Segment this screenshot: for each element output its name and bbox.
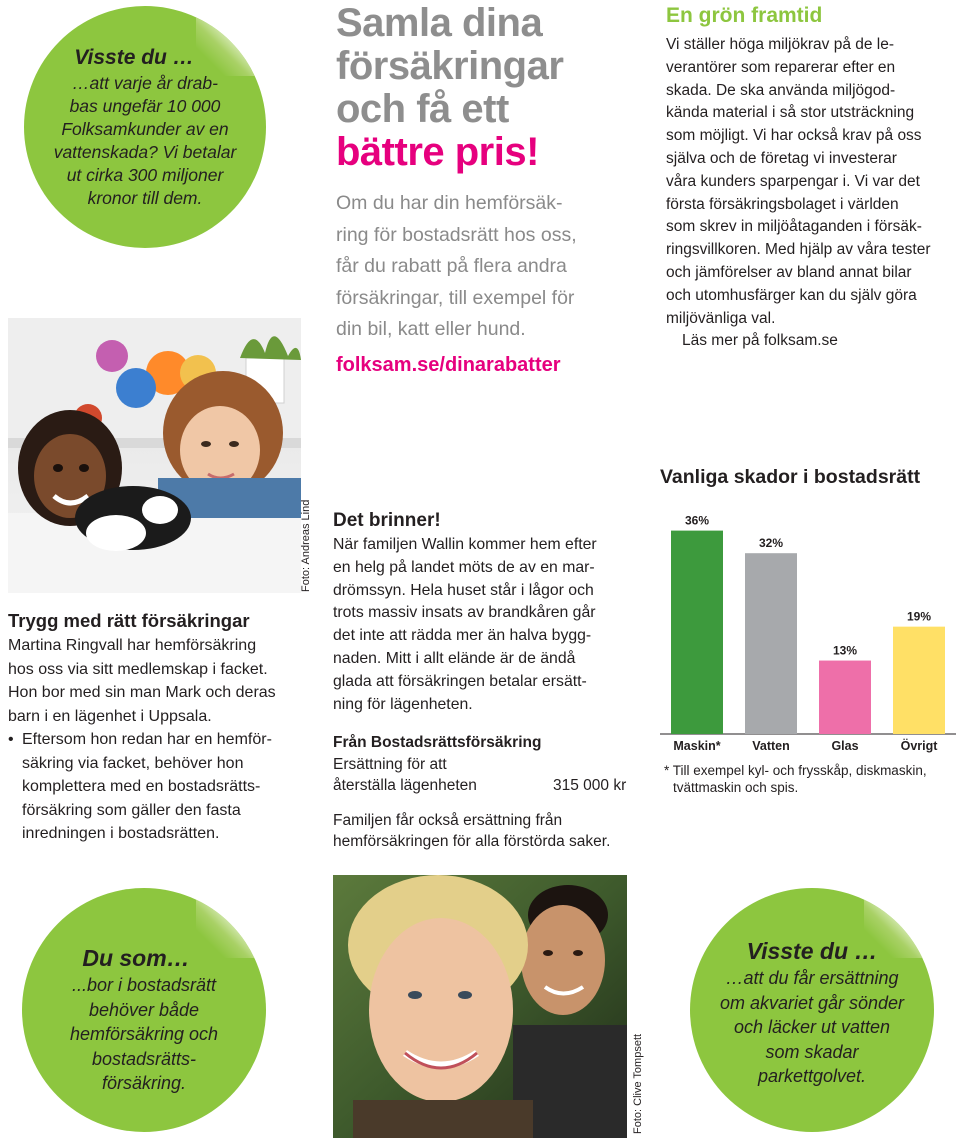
paragraph-line: inredningen i bostadsrätten. [22,825,220,842]
sub-title: Från Bostadsrättsförsäkring [333,734,542,752]
paragraph-line: Vi ställer höga miljökrav på de le- [666,36,895,53]
paragraph-line: skada. De ska använda miljögod- [666,81,896,99]
paragraph-line: Hon bor med sin man Mark och deras [8,684,276,701]
circle-line: som skadar [765,1041,859,1062]
circle-line: …att varje år drab- [72,73,218,93]
circle-line: bas ungefär 10 000 [69,96,221,116]
chart-value-label: 19% [906,609,932,624]
damage-bar-chart [656,498,960,760]
headline-word: Samla [336,1,452,45]
chart-value-label: 36% [684,513,710,528]
chart-bar-0 [671,531,723,734]
read-more-link[interactable]: Läs mer på folksam.se [682,332,838,350]
paragraph-line: hemförsäkringen för alla förstörda saker. [333,833,611,851]
paragraph-line: trots massiv insats av brandkåren går [333,604,596,622]
circle-heading: Visste du … [746,938,878,964]
fire-story-section [333,508,633,852]
paragraph-line: ning för lägenheten. [333,695,473,713]
circle-line: kronor till dem. [87,188,203,208]
paragraph-line: och jämförelser av bland annat bilar [666,263,912,281]
circle-line: om akvariet går sönder [719,992,905,1013]
did-you-know-circle-bottom [690,888,934,1132]
did-you-know-circle-top [24,6,266,248]
footnote-line: tvättmaskin och spis. [673,780,799,795]
intro-paragraph [336,188,636,346]
bullet-dot: • [8,731,14,748]
main-headline [336,2,636,174]
paragraph-line: själva och de företag vi investerar [666,149,897,167]
paragraph-line: Eftersom hon redan har en hemför- [22,731,272,748]
chart-category-label: Vatten [752,739,790,753]
circle-line: Folksamkunder av en [61,119,229,139]
discount-link[interactable]: folksam.se/dinarabatter [336,354,561,376]
headline-line-highlight: bättre pris! [336,130,539,174]
circle-line: ...bor i bostadsrätt [71,975,217,995]
headline-line: och få ett [336,87,509,131]
compensation-amount: 315 000 kr [553,777,627,795]
safe-insurance-section [8,608,308,846]
chart-bar-3 [893,627,945,734]
intro-line: försäkringar, till exempel för [336,286,575,309]
circle-line: ut cirka 300 miljoner [66,165,224,185]
photo-children-with-cat [8,318,301,593]
paragraph-line: säkring via facket, behöver hon [22,754,244,772]
paragraph-line: naden. Mitt i allt elände är de ändå [333,649,576,667]
photo-illustration [8,318,301,593]
chart-footnote [664,762,960,796]
footnote-line: * Till exempel kyl- och frysskåp, diskmaskin, [664,763,927,778]
chart-category-label: Övrigt [900,739,938,753]
paragraph-line: verantörer som reparerar efter en [666,58,896,76]
paragraph-line: första försäkringsbolaget i världen [666,195,899,213]
paragraph-line: en helg på landet möts de av en mar- [333,558,595,576]
paragraph-line: som möjligt. Vi har också krav på oss [666,127,922,145]
compensation-label: återställa lägenheten [333,777,477,795]
paragraph-line: Familjen får också ersättning från [333,812,563,830]
intro-line: Om du har din hemförsäk- [336,192,563,214]
circle-line: …att du får ersättning [725,968,899,988]
chart-bar-2 [819,661,871,734]
intro-line: får du rabatt på flera andra [336,255,567,277]
circle-line: försäkring. [101,1073,187,1093]
compensation-label: Ersättning för att [333,756,447,774]
photo-couple [333,875,627,1138]
section-title: Trygg med rätt försäkringar [8,610,250,631]
circle-line: och läcker ut vatten [733,1017,891,1037]
paragraph-line: När familjen Wallin kommer hem efter [333,536,597,553]
chart-category-label: Maskin* [673,739,721,753]
bullet-item [8,728,308,846]
green-future-section [666,2,960,353]
paragraph-line: som skrev in miljöåtaganden i försäk- [666,218,922,236]
section-title: En grön framtid [666,4,823,27]
circle-heading: Du som… [82,945,190,971]
headline-word: dina [461,1,543,45]
circle-line: bostadsrätts- [91,1048,197,1069]
headline-line: försäkringar [336,44,564,88]
chart-category-label: Glas [831,739,859,753]
paragraph-line: Martina Ringvall har hemförsäkring [8,637,257,654]
photo-credit: Foto: Clive Tompsett [632,1033,644,1134]
circle-line: behöver både [88,999,200,1020]
circle-line: hemförsäkring och [69,1024,219,1044]
chart-value-label: 13% [832,643,858,658]
photo-credit: Foto: Andreas Lind [300,499,312,592]
chart-bar-1 [745,553,797,734]
paragraph-line: komplettera med en bostadsrätts- [22,778,261,795]
paragraph-line: och utomhusfärger kan du själv göra [666,286,917,304]
intro-line: din bil, katt eller hund. [336,318,526,340]
paragraph-line: hos oss via sitt medlemskap i facket. [8,660,268,678]
you-who-circle [22,888,266,1132]
paragraph-line: kända material i så stor utsträckning [666,104,915,122]
intro-line: ring för bostadsrätt hos oss, [336,223,577,246]
chart-value-label: 32% [758,536,784,551]
paragraph-line: det inte att rädda mer än halva bygg- [333,627,592,645]
paragraph-line: barn i en lägenhet i Uppsala. [8,707,212,725]
circle-heading: Visste du … [74,46,194,69]
paragraph-line: försäkring som gäller den fasta [22,801,241,819]
paragraph-line: glada att försäkringen betalar ersätt- [333,672,587,690]
chart-title: Vanliga skador i bostadsrätt [660,466,921,488]
circle-line: parkettgolvet. [757,1066,867,1086]
paragraph-line: miljövänliga val. [666,309,776,327]
paragraph-line: drömssyn. Hela huset står i lågor och [333,581,594,599]
paragraph-line: ringsvillkoren. Med hjälp av våra tester [666,241,931,259]
paragraph-line: våra kunders sparpengar i. Vi var det [666,172,920,190]
circle-line: vattenskada? Vi betalar [53,142,237,162]
photo-illustration [333,875,627,1138]
section-title: Det brinner! [333,510,441,531]
